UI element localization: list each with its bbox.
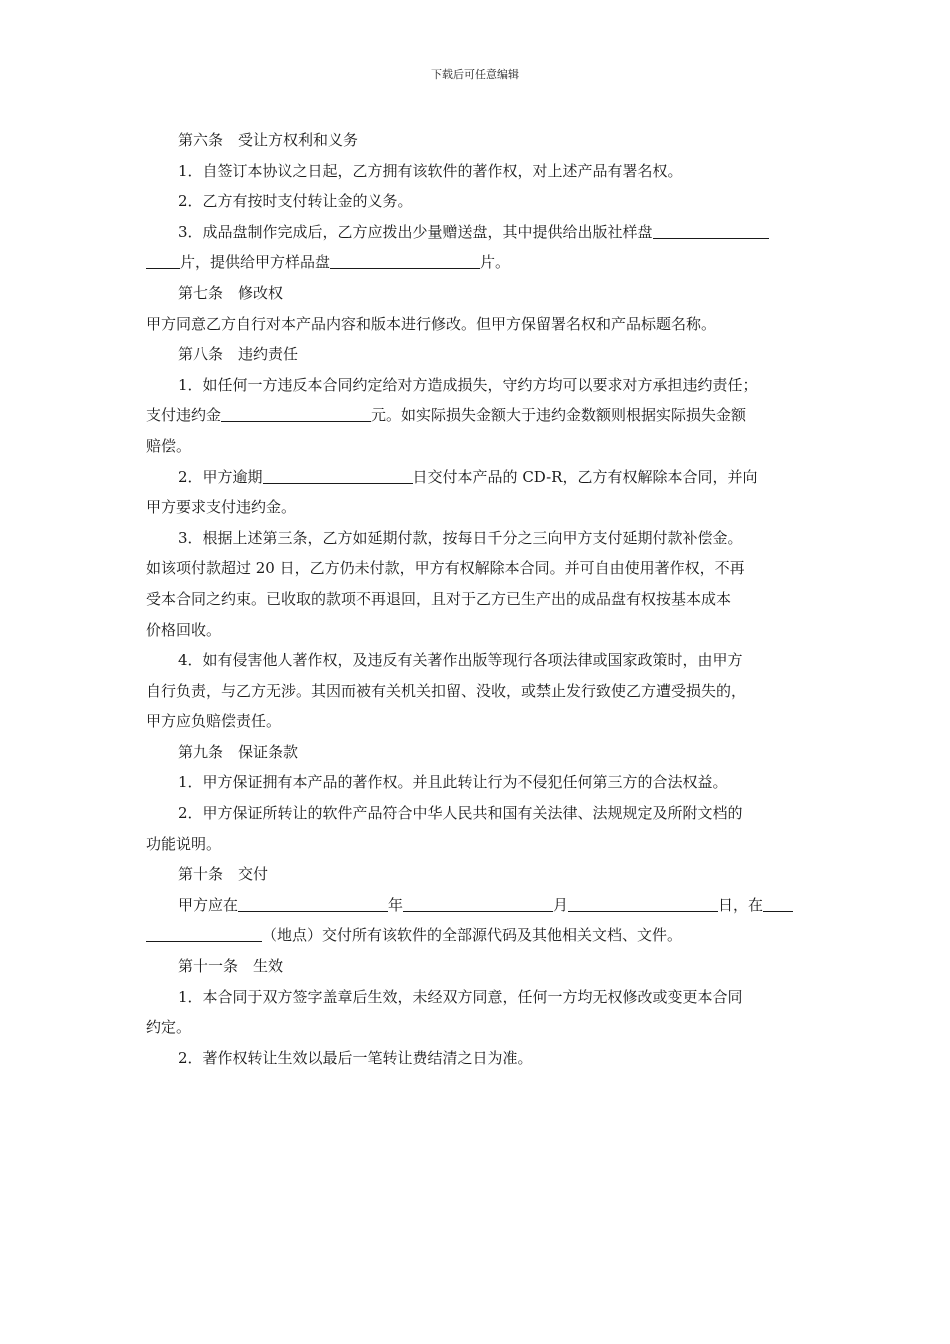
fill-in-blank-penalty-amount[interactable] bbox=[221, 406, 371, 422]
article-8-clause-4-cont-1: 自行负责，与乙方无涉。其因而被有关机关扣留、没收，或禁止发行致使乙方遭受损失的， bbox=[146, 681, 747, 700]
article-9-clause-1: 1．甲方保证拥有本产品的著作权。并且此转让行为不侵犯任何第三方的合法权益。 bbox=[178, 773, 728, 792]
article-6-clause-1: 1．自签订本协议之日起，乙方拥有该软件的著作权，对上述产品有署名权。 bbox=[178, 161, 683, 180]
article-6-title: 第六条 受让方权利和义务 bbox=[178, 131, 359, 149]
fill-in-blank-day[interactable] bbox=[568, 896, 718, 912]
article-8-clause-1-cont bbox=[146, 400, 826, 431]
article-11-clause-1-cont: 约定。 bbox=[146, 1018, 192, 1037]
article-10-title: 第十条 交付 bbox=[178, 865, 269, 884]
clause-text: 元。如实际损失金额大于违约金数额则根据实际损失金额 bbox=[371, 406, 747, 425]
article-8-clause-1: 1．如任何一方违反本合同约定给对方造成损失，守约方均可以要求对方承担违约责任； bbox=[178, 375, 758, 394]
article-8-clause-3-cont-2: 受本合同之约束。已收取的款项不再退回，且对于乙方已生产出的成品盘有权按基本成本 bbox=[146, 589, 732, 608]
article-6-clause-2: 2．乙方有按时支付转让金的义务。 bbox=[178, 192, 413, 211]
clause-text: 日交付本产品的 CD-R，乙方有权解除本合同，并向 bbox=[412, 467, 758, 486]
clause-text: （地点）交付所有该软件的全部源代码及其他相关文档、文件。 bbox=[262, 926, 683, 945]
article-8-clause-3-cont-1: 如该项付款超过 20 日，乙方仍未付款，甲方有权解除本合同。并可自由使用著作权，不再 bbox=[146, 559, 745, 578]
article-7-title: 第七条 修改权 bbox=[178, 283, 284, 302]
clause-text: 片。 bbox=[480, 253, 511, 272]
article-8-clause-1-end: 赔偿。 bbox=[146, 436, 192, 455]
clause-text: 3．成品盘制作完成后，乙方应拨出少量赠送盘，其中提供给出版社样盘 bbox=[178, 222, 653, 241]
clause-text: 2．甲方逾期 bbox=[178, 467, 263, 486]
article-11-clause-1: 1．本合同于双方签字盖章后生效，未经双方同意，任何一方均无权修改或变更本合同 bbox=[178, 987, 743, 1006]
article-8-clause-2 bbox=[146, 462, 826, 493]
article-11-title: 第十一条 生效 bbox=[178, 957, 284, 976]
article-8-clause-4: 4．如有侵害他人著作权，及违反有关著作出版等现行各项法律或国家政策时，由甲方 bbox=[178, 651, 743, 670]
article-8-clause-4-cont-2: 甲方应负赔偿责任。 bbox=[146, 712, 282, 731]
article-9-title: 第九条 保证条款 bbox=[178, 742, 299, 761]
article-8-clause-3-cont-3: 价格回收。 bbox=[146, 620, 222, 639]
article-8-title: 第八条 违约责任 bbox=[178, 345, 299, 364]
article-9-clause-2: 2．甲方保证所转让的软件产品符合中华人民共和国有关法律、法规规定及所附文档的 bbox=[178, 804, 743, 823]
article-6-clause-3-cont bbox=[146, 247, 826, 278]
article-8-clause-2-cont: 甲方要求支付违约金。 bbox=[146, 498, 297, 517]
clause-text: 片，提供给甲方样品盘 bbox=[180, 253, 331, 272]
fill-in-blank-overdue-days[interactable] bbox=[263, 468, 413, 484]
article-6-clause-3 bbox=[146, 217, 826, 248]
clause-text: 支付违约金 bbox=[146, 406, 222, 425]
article-10-clause bbox=[146, 890, 826, 921]
document-body bbox=[146, 125, 826, 1073]
clause-text: 年 bbox=[388, 895, 404, 914]
fill-in-blank-location-cont[interactable] bbox=[146, 926, 262, 942]
clause-text: 月 bbox=[553, 895, 569, 914]
fill-in-blank-publisher-samples-cont[interactable] bbox=[146, 253, 180, 269]
page-header: 下载后可任意编辑 bbox=[431, 68, 519, 81]
article-10-clause-cont bbox=[146, 920, 826, 951]
clause-text: 日，在 bbox=[718, 895, 764, 914]
clause-text: 甲方应在 bbox=[178, 895, 239, 914]
article-11-clause-2: 2．著作权转让生效以最后一笔转让费结清之日为准。 bbox=[178, 1048, 533, 1067]
article-7-clause: 甲方同意乙方自行对本产品内容和版本进行修改。但甲方保留署名权和产品标题名称。 bbox=[146, 314, 717, 333]
fill-in-blank-publisher-samples[interactable] bbox=[653, 223, 769, 239]
fill-in-blank-month[interactable] bbox=[403, 896, 553, 912]
article-9-clause-2-cont: 功能说明。 bbox=[146, 834, 222, 853]
fill-in-blank-location[interactable] bbox=[763, 896, 793, 912]
fill-in-blank-year[interactable] bbox=[238, 896, 388, 912]
article-8-clause-3: 3．根据上述第三条，乙方如延期付款，按每日千分之三向甲方支付延期付款补偿金。 bbox=[178, 528, 743, 547]
fill-in-blank-party-a-samples[interactable] bbox=[330, 253, 480, 269]
